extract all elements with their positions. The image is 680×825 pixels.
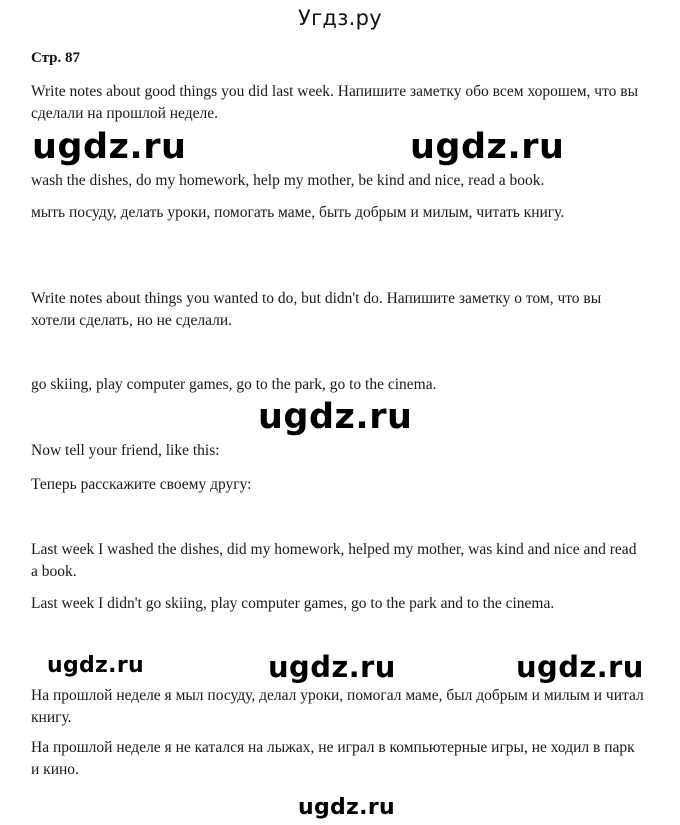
- watermark-6: ugdz.ru: [516, 650, 644, 684]
- story2-english: Last week I didn't go skiing, play computer games, go to the park and to the cinema.: [31, 595, 555, 612]
- site-title: Угдз.ру: [297, 6, 383, 30]
- story1-english: Last week I washed the dishes, did my homework, helped my mother, was kind and nice and read a book.: [31, 541, 637, 580]
- watermark-2: ugdz.ru: [410, 127, 565, 167]
- watermark-1: ugdz.ru: [32, 127, 187, 167]
- task3-russian: Теперь расскажите своему другу:: [31, 476, 252, 493]
- answer2-english: go skiing, play computer games, go to the park, go to the cinema.: [31, 376, 437, 393]
- watermark-4: ugdz.ru: [47, 653, 144, 678]
- watermark-5: ugdz.ru: [268, 650, 396, 684]
- page-heading: Стр. 87: [31, 50, 81, 66]
- task2-text: Write notes about things you wanted to do, but didn't do. Напишите заметку о том, что вы хотели сделать, но не сделали.: [31, 290, 602, 329]
- task3-english: Now tell your friend, like this:: [31, 442, 220, 459]
- watermark-3: ugdz.ru: [258, 397, 413, 437]
- answer1-russian: мыть посуду, делать уроки, помогать маме, быть добрым и милым, читать книгу.: [31, 204, 565, 221]
- task1-text: Write notes about good things you did last week. Напишите заметку обо всем хорошем, что вы сделали на прошлой неделе.: [31, 83, 638, 122]
- story1-russian: На прошлой неделе я мыл посуду, делал уроки, помогал маме, был добрым и милым и читал книгу.: [31, 687, 644, 726]
- watermark-7: ugdz.ru: [298, 795, 395, 820]
- answer1-english: wash the dishes, do my homework, help my mother, be kind and nice, read a book.: [31, 172, 545, 189]
- story2-russian: На прошлой неделе я не катался на лыжах, не играл в компьютерные игры, не ходил в парк и кино.: [31, 739, 635, 778]
